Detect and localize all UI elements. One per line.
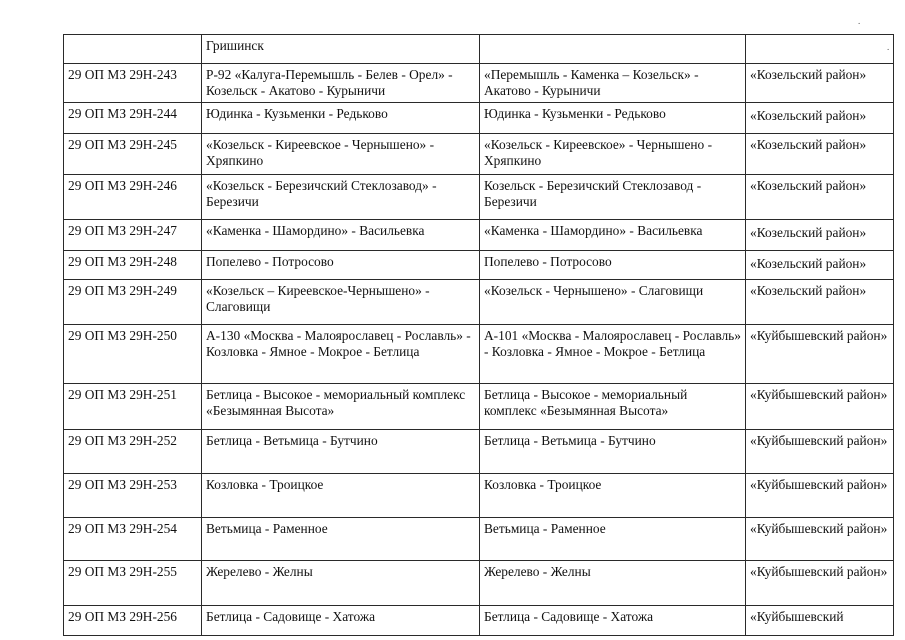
new-name-cell: «Козельск - Киреевское» - Чернышено - Хряпкино — [480, 134, 746, 175]
road-id-cell: 29 ОП МЗ 29Н-246 — [64, 175, 202, 220]
district-cell: «Куйбышевский район» — [746, 325, 894, 384]
road-id-cell: 29 ОП МЗ 29Н-254 — [64, 518, 202, 561]
old-name-cell: Бетлица - Садовище - Хатожа — [202, 606, 480, 636]
district-cell: «Козельский район» — [746, 220, 894, 251]
new-name-cell: Козловка - Троицкое — [480, 474, 746, 518]
road-id-cell: 29 ОП МЗ 29Н-255 — [64, 561, 202, 606]
district-cell: «Козельский район» — [746, 134, 894, 175]
district-cell: «Куйбышевский район» — [746, 518, 894, 561]
old-name-cell: Козловка - Троицкое — [202, 474, 480, 518]
road-id-cell: 29 ОП МЗ 29Н-249 — [64, 280, 202, 325]
road-id-cell: 29 ОП МЗ 29Н-247 — [64, 220, 202, 251]
old-name-cell: А-130 «Москва - Малоярославец - Рославль» - Козловка - Ямное - Мокрое - Бетлица — [202, 325, 480, 384]
new-name-cell: Жерелево - Желны — [480, 561, 746, 606]
road-id-cell: 29 ОП МЗ 29Н-248 — [64, 251, 202, 280]
old-name-cell: Юдинка - Кузьменки - Редьково — [202, 103, 480, 134]
district-cell: «Козельский район» — [746, 64, 894, 103]
table-row — [64, 430, 894, 474]
road-id-cell: 29 ОП МЗ 29Н-253 — [64, 474, 202, 518]
old-name-cell: «Козельск – Киреевское-Чернышено» - Слаговищи — [202, 280, 480, 325]
new-name-cell: Юдинка - Кузьменки - Редьково — [480, 103, 746, 134]
district-cell: «Козельский район» — [746, 280, 894, 325]
district-cell: «Куйбышевский район» — [746, 384, 894, 430]
scan-speck: . — [858, 16, 861, 26]
old-name-cell: Попелево - Потросово — [202, 251, 480, 280]
old-name-cell: Гришинск — [202, 35, 480, 64]
table-row — [64, 175, 894, 220]
table-row — [64, 35, 894, 64]
district-cell: «Куйбышевский — [746, 606, 894, 636]
district-cell: «Козельский район» — [746, 251, 894, 280]
table-row — [64, 220, 894, 251]
table-row — [64, 518, 894, 561]
new-name-cell: А-101 «Москва - Малоярославец - Рославль» - Козловка - Ямное - Мокрое - Бетлица — [480, 325, 746, 384]
new-name-cell: Бетлица - Садовище - Хатожа — [480, 606, 746, 636]
road-id-cell: 29 ОП МЗ 29Н-243 — [64, 64, 202, 103]
table-row — [64, 251, 894, 280]
new-name-cell: Бетлица - Высокое - мемориальный комплекс «Безымянная Высота» — [480, 384, 746, 430]
old-name-cell: «Каменка - Шамордино» - Васильевка — [202, 220, 480, 251]
old-name-cell: Р-92 «Калуга-Перемышль - Белев - Орел» - Козельск - Акатово - Курыничи — [202, 64, 480, 103]
new-name-cell: Бетлица - Ветьмица - Бутчино — [480, 430, 746, 474]
old-name-cell: Бетлица - Ветьмица - Бутчино — [202, 430, 480, 474]
new-name-cell: «Козельск - Чернышено» - Слаговищи — [480, 280, 746, 325]
district-cell: «Куйбышевский район» — [746, 561, 894, 606]
roads-table — [63, 34, 894, 636]
road-id-cell: 29 ОП МЗ 29Н-245 — [64, 134, 202, 175]
road-id-cell: 29 ОП МЗ 29Н-251 — [64, 384, 202, 430]
road-id-cell: 29 ОП МЗ 29Н-252 — [64, 430, 202, 474]
new-name-cell: «Перемышль - Каменка – Козельск» - Акатово - Курыничи — [480, 64, 746, 103]
new-name-cell: «Каменка - Шамордино» - Васильевка — [480, 220, 746, 251]
new-name-cell — [480, 35, 746, 64]
road-id-cell: 29 ОП МЗ 29Н-256 — [64, 606, 202, 636]
district-cell: «Куйбышевский район» — [746, 430, 894, 474]
district-cell: «Козельский район» — [746, 103, 894, 134]
district-cell: «Козельский район» — [746, 175, 894, 220]
scan-speck: . — [887, 42, 890, 52]
old-name-cell: Жерелево - Желны — [202, 561, 480, 606]
district-cell — [746, 35, 894, 64]
old-name-cell: Ветьмица - Раменное — [202, 518, 480, 561]
table-row — [64, 103, 894, 134]
table-row — [64, 325, 894, 384]
road-id-cell: 29 ОП МЗ 29Н-244 — [64, 103, 202, 134]
old-name-cell: Бетлица - Высокое - мемориальный комплекс «Безымянная Высота» — [202, 384, 480, 430]
table-row — [64, 561, 894, 606]
new-name-cell: Ветьмица - Раменное — [480, 518, 746, 561]
table-row — [64, 474, 894, 518]
table-row — [64, 64, 894, 103]
road-id-cell — [64, 35, 202, 64]
new-name-cell: Попелево - Потросово — [480, 251, 746, 280]
old-name-cell: «Козельск - Киреевское - Чернышено» - Хряпкино — [202, 134, 480, 175]
old-name-cell: «Козельск - Березичский Стеклозавод» - Березичи — [202, 175, 480, 220]
road-id-cell: 29 ОП МЗ 29Н-250 — [64, 325, 202, 384]
new-name-cell: Козельск - Березичский Стеклозавод - Березичи — [480, 175, 746, 220]
district-cell: «Куйбышевский район» — [746, 474, 894, 518]
table-row — [64, 606, 894, 636]
table-row — [64, 134, 894, 175]
table-row — [64, 280, 894, 325]
table-row — [64, 384, 894, 430]
